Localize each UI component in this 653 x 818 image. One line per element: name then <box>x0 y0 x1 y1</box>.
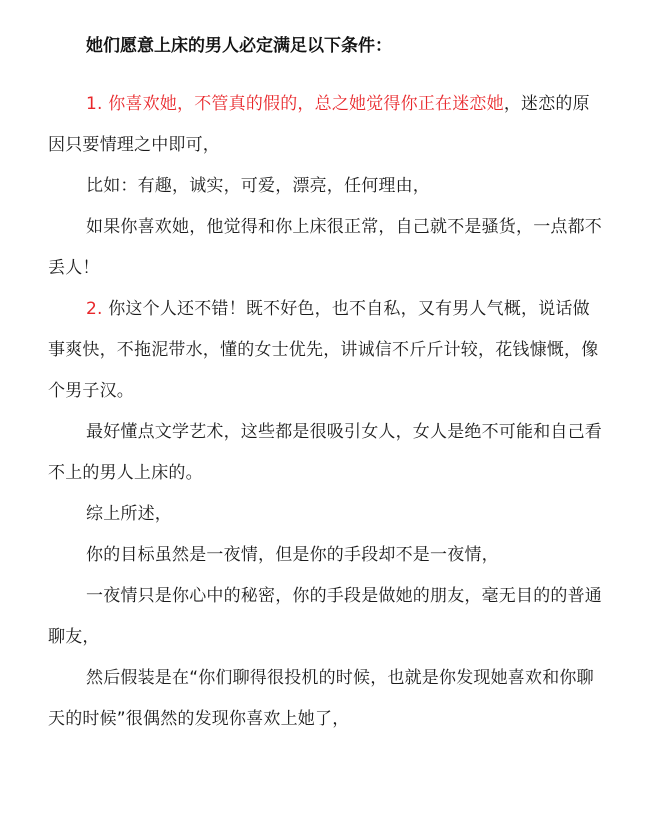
paragraph-examples: 比如：有趣，诚实，可爱，漂亮，任何理由， <box>86 176 430 196</box>
paragraph-condition-2 <box>48 289 605 412</box>
paragraph-condition-1 <box>48 84 605 166</box>
paragraph-text: 你这个人还不错！既不好色，也不自私，又有男人气概，说话做事爽快，不拖泥带水，懂的女士优先，讲诚信不斤斤计较，花钱慷慨，像个男子汉。 <box>48 299 599 401</box>
paragraph-pretend: 然后假装是在“你们聊得很投机的时候，也就是你发现她喜欢和你聊天的时候”很偶然的发现你喜欢上她了， <box>48 668 594 729</box>
page-title: 她们愿意上床的男人必定满足以下条件： <box>86 36 392 56</box>
paragraph-summary: 综上所述， <box>86 504 172 524</box>
paragraph-goal: 你的目标虽然是一夜情，但是你的手段却不是一夜情， <box>86 545 499 565</box>
spacer <box>48 60 605 84</box>
paragraph-secret: 一夜情只是你心中的秘密，你的手段是做她的朋友，毫无目的的普通聊友， <box>48 586 602 647</box>
paragraph-explanation: 如果你喜欢她，他觉得和你上床很正常，自己就不是骚货，一点都不丢人！ <box>48 217 602 278</box>
paragraph-text: ，迷恋的原因只要情理之中即可， <box>48 94 590 155</box>
paragraph-arts: 最好懂点文学艺术，这些都是很吸引女人，女人是绝不可能和自己看不上的男人上床的。 <box>48 422 602 483</box>
highlighted-number: 2. <box>86 299 103 319</box>
highlighted-text: 1. 你喜欢她，不管真的假的，总之她觉得你正在迷恋她 <box>86 94 504 114</box>
